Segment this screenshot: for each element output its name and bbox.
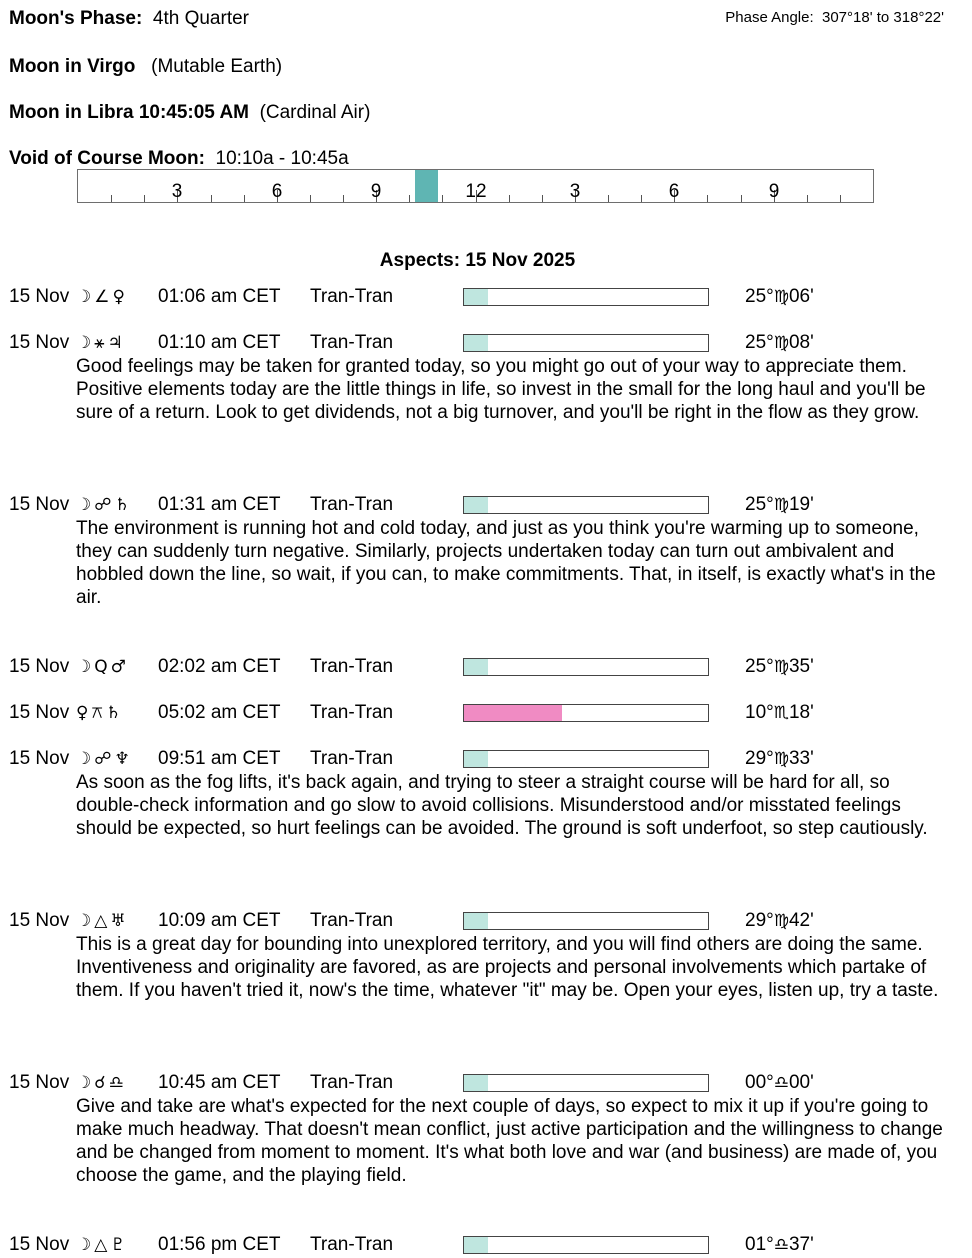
aspect-time: 02:02 am CET	[158, 656, 281, 677]
aspect-position	[745, 286, 814, 308]
aspect-glyphs-icon: ☽☍♆	[76, 749, 133, 769]
moon-sign-1-quality: (Mutable Earth)	[151, 56, 283, 77]
timeline-tick	[807, 195, 808, 202]
aspect-position	[745, 332, 814, 354]
timeline-tick	[542, 195, 543, 202]
aspect-interpretation: As soon as the fog lifts, it's back again, and trying to steer a straight course will be hard for all, so double-check information and go slow to avoid collisions. Misunderstood and/or misstated feelings should be expected, so hurt feelings can be avoided. The ground is soft underfoot, so step cautiously.	[76, 772, 928, 839]
aspect-glyphs-icon: ♀⚻♄	[76, 703, 125, 723]
aspect-position-minute: 18'	[788, 702, 814, 723]
aspect-glyphs-icon: ☽△♇	[76, 1235, 129, 1255]
timeline-tick	[641, 195, 642, 202]
aspect-interpretation: Good feelings may be taken for granted today, so you might go out of your way to appreciate them. Positive elements today are the little things in life, so invest in the small for the long haul and you'll be sure of a return. Look to get dividends, not a big turnover, and you'll be right in the flow as they grow.	[76, 356, 926, 423]
zodiac-sign-icon: ♎	[773, 1235, 789, 1255]
aspect-position-degree: 29°	[745, 748, 774, 769]
aspect-date: 15 Nov	[9, 1234, 70, 1255]
zodiac-sign-icon: ♎	[773, 1073, 789, 1093]
moon-sign-row-2	[9, 102, 370, 124]
void-of-course-timeline	[77, 169, 874, 203]
aspect-glyphs-icon: ☽Q♂	[76, 657, 129, 677]
aspect-glyphs-icon: ☽△♅	[76, 911, 129, 931]
aspect-position-minute: 35'	[788, 656, 814, 677]
zodiac-sign-icon: ♍	[773, 749, 789, 769]
aspect-kind: Tran-Tran	[310, 702, 394, 723]
aspect-position-minute: 42'	[788, 910, 814, 931]
timeline-tick	[707, 195, 708, 202]
aspect-position-minute: 00'	[788, 1072, 814, 1093]
aspect-position	[745, 494, 814, 516]
aspect-interpretation: The environment is running hot and cold today, and just as you think you're warming up to someone, they can suddenly turn negative. Similarly, projects undertaken today can turn out ambivalent and hobbled down the line, so wait, if you can, to make commitments. That, in itself, is exactly what's in the air.	[76, 518, 936, 608]
aspect-date: 15 Nov	[9, 748, 70, 769]
timeline-hour-label: 3	[569, 181, 581, 202]
aspect-interpretation: Give and take are what's expected for the next couple of days, so expect to mix it up if you're going to make much headway. That doesn't mean conflict, just active participation and the willingness to change and be changed from moment to moment. It's what both love and war (and business) are made of, you choose the game, and the playing field.	[76, 1096, 943, 1186]
timeline-tick	[111, 195, 112, 202]
timeline-hour-label: 6	[271, 181, 283, 202]
aspect-kind: Tran-Tran	[310, 286, 394, 307]
aspect-strength-bar	[463, 496, 709, 514]
aspect-time: 10:45 am CET	[158, 1072, 281, 1093]
phase-angle-label: Phase Angle:	[725, 9, 814, 26]
aspect-position-degree: 25°	[745, 656, 774, 677]
zodiac-sign-icon: ♍	[773, 333, 789, 353]
timeline-hour-label: 9	[370, 181, 382, 202]
timeline-tick	[442, 195, 443, 202]
aspect-strength-bar	[463, 658, 709, 676]
timeline-hour-label: 9	[768, 181, 780, 202]
aspect-strength-fill	[464, 497, 488, 513]
timeline-tick	[144, 195, 145, 202]
aspect-kind: Tran-Tran	[310, 748, 394, 769]
timeline-hour-label: 6	[668, 181, 680, 202]
moon-sign-row-1	[9, 56, 282, 78]
aspect-strength-fill	[464, 913, 488, 929]
timeline-tick	[509, 195, 510, 202]
aspect-interpretation: This is a great day for bounding into unexplored territory, and you will find others are doing the same. Inventiveness and originality are favored, as are projects and personal involvements which partake of them. If you haven't tried it, now's the time, whatever "it" may be. Open your eyes, listen up, try a taste.	[76, 934, 939, 1001]
timeline-tick	[343, 195, 344, 202]
timeline-tick	[409, 195, 410, 202]
aspect-strength-fill	[464, 659, 488, 675]
aspect-kind: Tran-Tran	[310, 1072, 394, 1093]
phase-angle-row	[725, 9, 944, 26]
aspect-time: 05:02 am CET	[158, 702, 281, 723]
zodiac-sign-icon: ♍	[773, 657, 789, 677]
timeline-tick	[608, 195, 609, 202]
aspect-date: 15 Nov	[9, 910, 70, 931]
aspect-position-degree: 00°	[745, 1072, 774, 1093]
void-of-course-value: 10:10a - 10:45a	[215, 148, 349, 169]
aspect-date: 15 Nov	[9, 494, 70, 515]
aspect-date: 15 Nov	[9, 656, 70, 677]
aspect-kind: Tran-Tran	[310, 656, 394, 677]
aspect-kind: Tran-Tran	[310, 1234, 394, 1255]
aspect-strength-bar	[463, 334, 709, 352]
aspect-strength-bar	[463, 704, 709, 722]
aspect-position-minute: 19'	[788, 494, 814, 515]
moon-phase-row	[9, 8, 249, 30]
aspect-position-minute: 37'	[788, 1234, 814, 1255]
moon-sign-1-label: Moon in Virgo	[9, 56, 136, 77]
aspect-strength-fill	[464, 1075, 488, 1091]
aspect-position-minute: 06'	[788, 286, 814, 307]
timeline-tick	[211, 195, 212, 202]
timeline-tick	[244, 195, 245, 202]
moon-sign-2-quality: (Cardinal Air)	[259, 102, 371, 123]
aspect-position	[745, 910, 814, 932]
aspect-position	[745, 702, 814, 724]
aspect-position-degree: 25°	[745, 494, 774, 515]
void-of-course-row	[9, 148, 349, 170]
aspect-time: 01:56 pm CET	[158, 1234, 281, 1255]
zodiac-sign-icon: ♍	[773, 495, 789, 515]
timeline-tick	[840, 195, 841, 202]
aspect-position-degree: 01°	[745, 1234, 774, 1255]
aspect-strength-fill	[464, 335, 488, 351]
moon-phase-label: Moon's Phase:	[9, 8, 143, 29]
timeline-hour-label: 3	[171, 181, 183, 202]
aspect-position	[745, 1234, 814, 1256]
aspect-strength-bar	[463, 750, 709, 768]
aspect-position-minute: 08'	[788, 332, 814, 353]
aspect-glyphs-icon: ☽⚹♃	[76, 333, 126, 353]
aspect-position	[745, 1072, 814, 1094]
aspect-strength-fill	[464, 1237, 488, 1253]
aspect-glyphs-icon: ☽☍♄	[76, 495, 133, 515]
zodiac-sign-icon: ♍	[773, 287, 789, 307]
aspect-position	[745, 656, 814, 678]
aspect-date: 15 Nov	[9, 286, 70, 307]
aspect-position-degree: 25°	[745, 332, 774, 353]
aspect-strength-bar	[463, 1236, 709, 1254]
void-of-course-label: Void of Course Moon:	[9, 148, 205, 169]
aspect-time: 10:09 am CET	[158, 910, 281, 931]
aspect-strength-fill	[464, 289, 488, 305]
aspect-kind: Tran-Tran	[310, 910, 394, 931]
aspect-glyphs-icon: ☽☌♎	[76, 1073, 127, 1093]
aspect-time: 09:51 am CET	[158, 748, 281, 769]
aspect-time: 01:10 am CET	[158, 332, 281, 353]
phase-angle-value: 307°18' to 318°22'	[822, 9, 944, 26]
aspect-glyphs-icon: ☽∠♀	[76, 287, 128, 307]
timeline-tick	[741, 195, 742, 202]
aspect-strength-bar	[463, 1074, 709, 1092]
aspect-position-degree: 25°	[745, 286, 774, 307]
aspect-date: 15 Nov	[9, 332, 70, 353]
timeline-hour-label: 12	[465, 181, 487, 202]
aspect-strength-fill	[464, 705, 562, 721]
moon-sign-2-label: Moon in Libra 10:45:05 AM	[9, 102, 249, 123]
aspect-strength-bar	[463, 912, 709, 930]
moon-phase-value: 4th Quarter	[152, 8, 249, 29]
aspect-position	[745, 748, 814, 770]
aspect-time: 01:06 am CET	[158, 286, 281, 307]
zodiac-sign-icon: ♍	[773, 911, 789, 931]
aspect-position-minute: 33'	[788, 748, 814, 769]
aspects-title: Aspects: 15 Nov 2025	[379, 250, 576, 271]
timeline-tick	[310, 195, 311, 202]
aspect-strength-fill	[464, 751, 488, 767]
aspect-kind: Tran-Tran	[310, 332, 394, 353]
aspect-kind: Tran-Tran	[310, 494, 394, 515]
aspect-strength-bar	[463, 288, 709, 306]
aspect-date: 15 Nov	[9, 702, 70, 723]
aspect-position-degree: 29°	[745, 910, 774, 931]
aspect-position-degree: 10°	[745, 702, 774, 723]
aspect-time: 01:31 am CET	[158, 494, 281, 515]
zodiac-sign-icon: ♏	[773, 703, 789, 723]
void-of-course-bar	[415, 170, 438, 202]
aspect-date: 15 Nov	[9, 1072, 70, 1093]
